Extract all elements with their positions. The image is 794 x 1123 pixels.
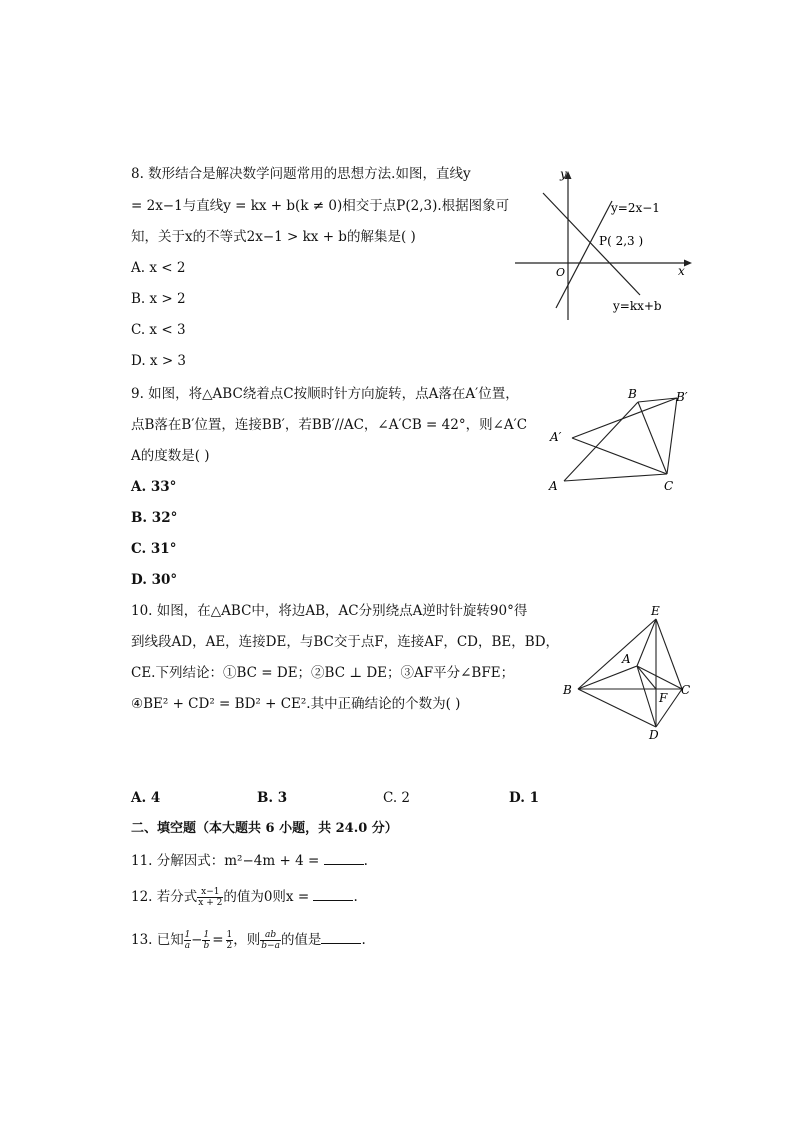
q9-figure <box>540 380 710 500</box>
q13-f1-denominator: a <box>184 941 191 951</box>
q9-line-1: 9. 如图，将△ABC绕着点C按顺时针方向旋转，点A落在A′位置， <box>131 386 519 402</box>
q10-line-3: CE.下列结论：①BC = DE；②BC ⊥ DE；③AF平分∠BFE； <box>131 665 515 681</box>
q8-option-a[interactable]: A. x < 2 <box>131 260 186 276</box>
q8-line-2: = 2x−1与直线y = kx + b(k ≠ 0)相交于点P(2,3).根据图象可 <box>131 198 510 214</box>
q12-denominator: x + 2 <box>198 898 223 908</box>
q10-label-e: E <box>651 604 660 618</box>
q8-x-arrow-icon <box>684 260 692 267</box>
q11-end: . <box>363 853 368 869</box>
q8-line1-label: y=2x−1 <box>611 201 660 215</box>
q13-f3-denominator: 2 <box>226 941 233 951</box>
q10-option-b[interactable]: B. 3 <box>257 790 288 806</box>
q9-label-a1: A′ <box>550 430 562 444</box>
q8-x-label: x <box>678 264 685 278</box>
q13-suffix: 的值是 <box>280 932 322 948</box>
q13-f4-numerator: ab <box>265 930 277 940</box>
q8-line2-label: y=kx+b <box>613 299 662 313</box>
q10-option-a[interactable]: A. 4 <box>131 790 161 806</box>
q13-minus: − <box>191 932 203 948</box>
q13-equals: = <box>212 932 224 948</box>
q10-figure <box>555 600 705 745</box>
q8-origin-label: O <box>556 266 566 279</box>
q8-option-c[interactable]: C. x < 3 <box>131 322 186 338</box>
q13 <box>131 930 366 951</box>
q10-option-c[interactable]: C. 2 <box>383 790 411 806</box>
q13-f2-numerator: 1 <box>203 930 210 940</box>
q11-answer-blank[interactable] <box>324 851 364 865</box>
q10-line-1: 10. 如图，在△ABC中，将边AB，AC分别绕点A逆时针旋转90°得 <box>131 603 528 619</box>
q13-f2-denominator: b <box>203 941 210 951</box>
q12-suffix: 的值为0则x = <box>223 889 310 905</box>
q10-label-f: F <box>659 691 668 705</box>
q9-label-b: B <box>628 387 637 401</box>
q12-end: . <box>353 889 358 905</box>
q11-text: 11. 分解因式：m²−4m + 4 = <box>131 853 320 869</box>
q9-option-a[interactable]: A. 33° <box>131 479 177 495</box>
q10-line-4: ④BE² + CD² = BD² + CE².其中正确结论的个数为( ) <box>131 696 461 712</box>
q10-label-d: D <box>649 728 659 742</box>
q9-line-3: A的度数是( ) <box>131 448 210 464</box>
q13-end: . <box>361 932 366 948</box>
q13-prefix: 13. 已知 <box>131 932 184 948</box>
q10-option-d[interactable]: D. 1 <box>509 790 540 806</box>
q9-line-2: 点B落在B′位置，连接BB′，若BB′//AC，∠A′CB = 42°，则∠A′C <box>131 417 528 433</box>
q8-point-label: P( 2,3 ) <box>599 234 644 248</box>
q8-line-1: 8. 数形结合是解决数学问题常用的思想方法.如图，直线y <box>131 166 471 182</box>
q9-label-a: A <box>549 479 558 493</box>
q10-line-2: 到线段AD，AE，连接DE，与BC交于点F，连接AF，CD，BE，BD， <box>131 634 560 650</box>
q13-f3-numerator: 1 <box>226 930 233 940</box>
q9-option-c[interactable]: C. 31° <box>131 541 177 557</box>
q8-line-2x-minus-1 <box>556 201 612 308</box>
q12-numerator: x−1 <box>201 887 220 897</box>
q10-label-c: C <box>681 683 691 697</box>
q12-prefix: 12. 若分式 <box>131 889 198 905</box>
q13-f4-denominator: b−a <box>261 941 280 951</box>
q13-mid: ，则 <box>233 932 261 948</box>
section-heading: 二、填空题（本大题共 6 小题，共 24.0 分） <box>131 821 398 836</box>
q8-option-b[interactable]: B. x > 2 <box>131 291 186 307</box>
q8-y-label: y <box>560 167 567 181</box>
q8-figure <box>510 165 700 325</box>
q9-label-b1: B′ <box>676 390 688 404</box>
q9-option-b[interactable]: B. 32° <box>131 510 178 526</box>
q13-fraction-2 <box>202 930 210 951</box>
q11 <box>131 851 368 871</box>
q10-label-b: B <box>563 683 572 697</box>
q13-fraction-4 <box>260 930 281 951</box>
q8-line-3: 知，关于x的不等式2x−1 > kx + b的解集是( ) <box>131 229 416 245</box>
q10-label-a: A <box>622 652 631 666</box>
q8-option-d[interactable]: D. x > 3 <box>131 353 187 369</box>
q12-answer-blank[interactable] <box>313 887 353 901</box>
q9-option-d[interactable]: D. 30° <box>131 572 178 588</box>
q9-label-c: C <box>664 479 674 493</box>
q12-fraction <box>197 887 223 908</box>
q13-answer-blank[interactable] <box>321 930 361 944</box>
q12 <box>131 887 358 908</box>
q13-f1-numerator: 1 <box>184 930 191 940</box>
